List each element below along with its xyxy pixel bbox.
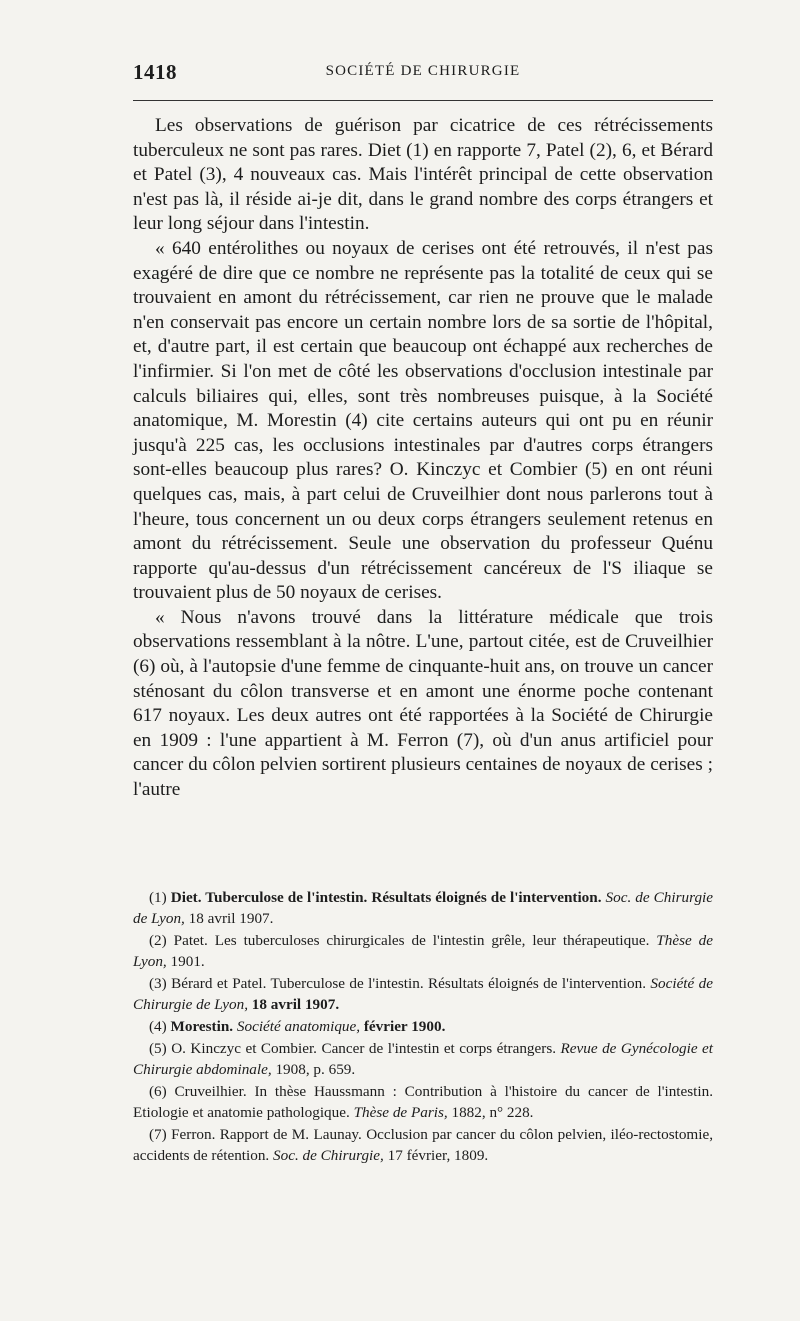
footnote-number: (2) [149,932,167,949]
page-number: 1418 [133,60,177,84]
footnote-source: Société de Chirurgie de Lyon, [133,975,714,1013]
footnote [133,1124,713,1166]
footnote [133,887,713,929]
footnote-text: Patet. Les tuberculoses chirurgicales de l'intestin grêle, leur thérapeutique. [173,932,650,949]
footnote-number: (1) [149,889,167,906]
footnote [133,1016,713,1037]
paragraph: « Nous n'avons trouvé dans la littérature médicale que trois observations ressemblant à la nôtre. L'une, partout citée, est de Cruveilhier (6) où, à l'autopsie d'une femme de cinquante-huit ans, on trouve un cancer sténosant du côlon transverse et en amont une énorme poche contenant 617 noyaux. Les deux autres ont été rapportées à la Société de Chirurgie en 1909 : l'une appartient à M. Ferron (7), où d'un anus artificiel pour cancer du côlon pelvien sortirent plusieurs centaines de noyaux de cerises ; l'autre [133,606,713,801]
footnote-date: 17 février, 1809. [387,1147,489,1164]
footnote-date: 1908, p. 659. [275,1061,356,1078]
footnote-source: Soc. de Chirurgie de Lyon, [133,889,713,927]
footnote-source: Thèse de Paris, [353,1104,448,1121]
footnote-number: (5) [149,1040,167,1057]
footnote [133,1038,713,1080]
footnote [133,1081,713,1123]
paragraph: Les observations de guérison par cicatrice de ces rétrécissements tuberculeux ne sont pas rares. Diet (1) en rapporte 7, Patel (2), 6, et Bérard et Patel (3), 4 nouveaux cas. Mais l'intérêt principal de cette observation n'est pas là, il réside ai-je dit, dans le grand nombre des corps étrangers et leur long séjour dans l'intestin. [133,115,713,235]
footnote-number: (4) [149,1018,167,1035]
footnote-text: Cruveilhier. In thèse Haussmann : Contribution à l'histoire du cancer de l'intestin. Etiologie et anatomie pathologique. [133,1083,713,1121]
footnote-source: Société anatomique, [236,1018,361,1035]
footnote-text: Bérard et Patel. Tuberculose de l'intestin. Résultats éloignés de l'intervention. [171,975,647,992]
footnote-source: Revue de Gynécologie et Chirurgie abdominale, [133,1040,714,1078]
main-text [133,114,713,803]
footnote [133,930,713,972]
footnote-source: Thèse de Lyon, [133,932,713,970]
footnote-date: février 1900. [363,1018,446,1035]
footnote [133,973,713,1015]
footnote-text: Morestin. [170,1018,234,1035]
footnote-date: 1901. [170,953,205,970]
page-header [133,60,713,90]
header-rule [133,100,713,101]
footnote-number: (3) [149,975,167,992]
footnote-date: 18 avril 1907. [188,910,274,927]
footnotes [133,887,713,1167]
running-head: SOCIÉTÉ DE CHIRURGIE [325,63,521,79]
footnote-date: 1882, n° 228. [451,1104,534,1121]
footnote-text: Ferron. Rapport de M. Launay. Occlusion par cancer du côlon pelvien, iléo-rectostomie, accidents de rétention. [133,1126,714,1164]
footnote-number: (6) [149,1083,167,1100]
footnote-text: Diet. Tuberculose de l'intestin. Résultats éloignés de l'intervention. [170,889,602,906]
footnote-text: O. Kinczyc et Combier. Cancer de l'intestin et corps étrangers. [171,1040,557,1057]
footnote-number: (7) [149,1126,167,1143]
footnote-source: Soc. de Chirurgie, [273,1147,384,1164]
paragraph: « 640 entérolithes ou noyaux de cerises ont été retrouvés, il n'est pas exagéré de dire que ce nombre ne représente pas la totalité de ceux qui se trouvaient en amont du rétrécissement, car rien ne prouve que le malade n'en conservait pas encore un certain nombre lors de sa sortie de l'hôpital, et, d'autre part, il est certain que beaucoup ont échappé aux recherches de l'infirmier. Si l'on met de côté les observations d'occlusion intestinale par calculs biliaires qui, elles, sont très nombreuses puisque, à la Société anatomique, M. Morestin (4) cite certains auteurs qui ont pu en réunir jusqu'à 225 cas, les occlusions intestinales par d'autres corps étrangers sont-elles beaucoup plus rares? O. Kinczyc et Combier (5) en ont réuni quelques cas, mais, à part celui de Cruveilhier dont nous parlerons tout à l'heure, tous concernent un ou deux corps étrangers seulement retenus en amont du rétrécissement. Seule une observation du professeur Quénu rapporte qu'au-dessus d'un rétrécissement cancéreux de l'S iliaque se trouvaient plus de 50 noyaux de cerises. [133,237,713,604]
footnote-date: 18 avril 1907. [251,996,340,1013]
